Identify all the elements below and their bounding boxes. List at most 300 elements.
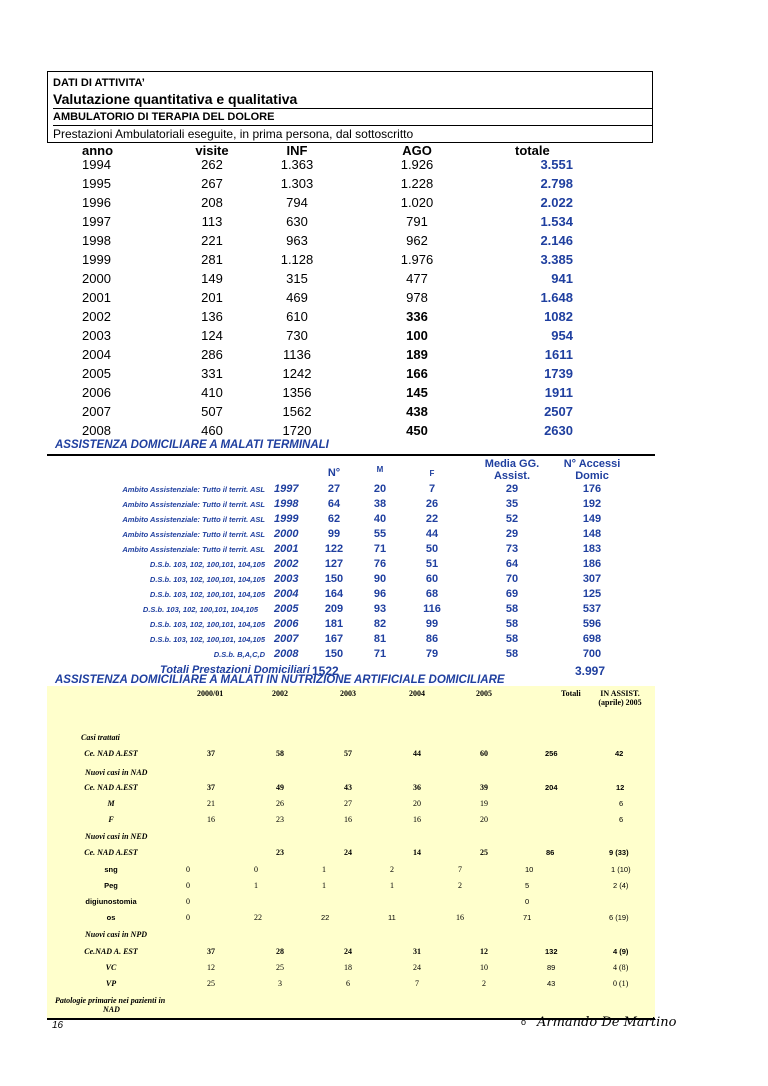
cell-2002: 25 xyxy=(276,963,284,972)
cell-2004: 31 xyxy=(413,947,421,956)
header-title-small: DATI DI ATTIVITA’ xyxy=(53,77,145,89)
table-row xyxy=(47,233,653,251)
table-row xyxy=(47,913,655,929)
cell-anno: 2007 xyxy=(82,404,111,419)
cell-n: 150 xyxy=(324,648,344,660)
cell-anno: 2004 xyxy=(82,347,111,362)
table-row xyxy=(47,588,655,603)
cell-2000: 12 xyxy=(207,963,215,972)
cell-value: 7 xyxy=(458,865,462,874)
totals-accessi: 3.997 xyxy=(575,664,606,678)
cell-2004: 24 xyxy=(413,963,421,972)
table-row xyxy=(47,603,655,618)
cell-value: 2 xyxy=(458,881,462,890)
cell-2002: 3 xyxy=(278,979,282,988)
cell-totale: 1.534 xyxy=(540,214,573,229)
cell-2004: 44 xyxy=(413,749,421,758)
col-header-n: N° xyxy=(327,467,341,479)
cell-2004: 36 xyxy=(413,783,421,792)
cell-inf: 1.303 xyxy=(280,176,314,191)
cell-n: 127 xyxy=(324,558,344,570)
cell-accessi: 183 xyxy=(582,543,602,555)
cell-2000: 37 xyxy=(207,783,215,792)
table-row xyxy=(47,366,653,384)
cell-inassist: 42 xyxy=(615,749,624,758)
cell-2004: 16 xyxy=(413,815,421,824)
cell-ambito: Ambito Assistenziale: Tutto il territ. ASL xyxy=(122,500,265,509)
cell-2000: 21 xyxy=(207,799,215,808)
cell-ago: 978 xyxy=(406,290,428,305)
cell-anno: 1999 xyxy=(274,513,299,525)
cell-2002: 26 xyxy=(276,799,284,808)
cell-2000: 37 xyxy=(207,947,215,956)
cell-2003: 43 xyxy=(344,783,352,792)
cell-2005: 39 xyxy=(480,783,488,792)
cell-accessi: 307 xyxy=(582,573,602,585)
cell-accessi: 192 xyxy=(582,498,602,510)
cell-value: 1 xyxy=(390,881,394,890)
col-header-visite: visite xyxy=(195,143,229,158)
cell-anno: 1994 xyxy=(82,157,111,172)
cell-ago: 438 xyxy=(406,404,428,419)
cell-2002: 23 xyxy=(276,815,284,824)
cell-accessi: 537 xyxy=(582,603,602,615)
cell-anno: 2007 xyxy=(274,633,299,645)
col-header-2002: 2002 xyxy=(272,689,288,698)
cell-media: 35 xyxy=(505,498,519,510)
cell-value: 22 xyxy=(321,913,330,922)
cell-anno: 2001 xyxy=(82,290,111,305)
col-header-2004: 2004 xyxy=(409,689,425,698)
cell-n: 181 xyxy=(324,618,344,630)
cell-inf: 730 xyxy=(286,328,308,343)
table-row xyxy=(47,528,655,543)
table-row xyxy=(47,947,655,963)
cell-totali: 5 xyxy=(525,881,530,890)
cell-totale: 941 xyxy=(551,271,573,286)
table-row xyxy=(47,897,655,913)
cell-totale: 1911 xyxy=(544,385,573,400)
cell-ambito: D.S.b. 103, 102, 100,101, 104,105 xyxy=(149,635,265,644)
cell-inassist: 12 xyxy=(616,783,625,792)
cell-ambito: D.S.b. B,A,C,D xyxy=(213,650,265,659)
cell-ago: 450 xyxy=(406,423,428,438)
cell-2004: 14 xyxy=(413,848,421,857)
cell-2005: 25 xyxy=(480,848,488,857)
table-row xyxy=(47,252,653,270)
cell-totale: 2507 xyxy=(544,404,573,419)
cell-value: 11 xyxy=(388,913,396,922)
cell-ambito: D.S.b. 103, 102, 100,101, 104,105 xyxy=(149,575,265,584)
cell-f: 86 xyxy=(425,633,439,645)
cell-label: os xyxy=(106,913,116,922)
cell-ago: 477 xyxy=(406,271,428,286)
cell-totale: 1082 xyxy=(544,309,573,324)
cell-media: 52 xyxy=(505,513,519,525)
cell-m: 20 xyxy=(373,483,387,495)
terminali-table xyxy=(47,455,655,678)
table-row xyxy=(47,633,655,648)
cell-value: 0 xyxy=(254,865,258,874)
cell-anno: 1997 xyxy=(82,214,111,229)
col-header-inassist-2: (aprile) 2005 xyxy=(598,698,642,707)
cell-visite: 221 xyxy=(201,233,223,248)
cell-m: 96 xyxy=(373,588,387,600)
table-row xyxy=(47,979,655,995)
cell-value: 22 xyxy=(254,913,262,922)
section-title-nutrizione: ASSISTENZA DOMICILIARE A MALATI IN NUTRIZIONE ARTIFICIALE DOMICILIARE xyxy=(55,674,505,686)
cell-inf: 1.128 xyxy=(280,252,314,267)
cell-2003: 27 xyxy=(344,799,352,808)
cell-m: 90 xyxy=(373,573,387,585)
label-nuovi-nad: Nuovi casi in NAD xyxy=(85,768,148,777)
cell-n: 122 xyxy=(324,543,344,555)
cell-anno: 2008 xyxy=(274,648,299,660)
cell-totali: 0 xyxy=(525,897,530,906)
cell-m: 40 xyxy=(373,513,387,525)
cell-totali: 132 xyxy=(545,947,558,956)
cell-value: 1 xyxy=(322,865,326,874)
cell-label: sng xyxy=(104,865,118,874)
col-header-media-1: Media GG. xyxy=(484,458,540,470)
table-row xyxy=(47,799,655,815)
table-row xyxy=(47,881,655,897)
table-row xyxy=(47,385,653,403)
cell-totale: 2.146 xyxy=(540,233,573,248)
cell-accessi: 176 xyxy=(582,483,602,495)
cell-f: 60 xyxy=(425,573,439,585)
table-row xyxy=(47,328,653,346)
cell-inassist: 9 (33) xyxy=(609,848,629,857)
col-header-totale: totale xyxy=(515,143,550,158)
cell-anno: 1996 xyxy=(82,195,111,210)
table-row xyxy=(47,573,655,588)
cell-n: 209 xyxy=(324,603,344,615)
cell-visite: 281 xyxy=(201,252,223,267)
cell-f: 68 xyxy=(425,588,439,600)
label-nuovi-ned: Nuovi casi in NED xyxy=(85,832,148,841)
cell-n: 27 xyxy=(327,483,341,495)
cell-n: 99 xyxy=(327,528,341,540)
cell-label: VP xyxy=(105,979,117,988)
col-header-2005: 2005 xyxy=(476,689,492,698)
cell-inf: 1356 xyxy=(282,385,312,400)
cell-totali: 89 xyxy=(547,963,556,972)
cell-label: Ce. NAD A.EST xyxy=(84,783,138,792)
cell-2004: 7 xyxy=(415,979,419,988)
cell-n: 64 xyxy=(327,498,341,510)
cell-m: 71 xyxy=(373,543,387,555)
cell-anno: 2002 xyxy=(274,558,299,570)
table-row xyxy=(47,783,655,799)
col-header-ago: AGO xyxy=(402,143,432,158)
cell-ago: 336 xyxy=(406,309,428,324)
cell-inf: 1.363 xyxy=(280,157,314,172)
cell-anno: 2005 xyxy=(274,603,299,615)
cell-value: 0 xyxy=(186,865,190,874)
cell-anno: 1999 xyxy=(82,252,111,267)
cell-accessi: 596 xyxy=(582,618,602,630)
cell-2003: 16 xyxy=(344,815,352,824)
cell-totale: 2.798 xyxy=(540,176,573,191)
page-number: 16 xyxy=(52,1020,64,1031)
cell-inassist: 2 (4) xyxy=(613,881,629,890)
cell-ago: 100 xyxy=(406,328,428,343)
cell-totali: 71 xyxy=(523,913,532,922)
cell-2002: 23 xyxy=(276,848,284,857)
table-row xyxy=(47,963,655,979)
cell-anno: 1998 xyxy=(274,498,299,510)
cell-inassist: 1 (10) xyxy=(611,865,631,874)
cell-inassist: 6 (19) xyxy=(609,913,629,922)
cell-label: Ce.NAD A. EST xyxy=(84,947,138,956)
cell-totali: 10 xyxy=(525,865,534,874)
table-row xyxy=(47,513,655,528)
cell-anno: 2008 xyxy=(82,423,111,438)
cell-inf: 963 xyxy=(286,233,308,248)
table-row xyxy=(47,648,655,663)
cell-value: 0 xyxy=(186,897,190,906)
cell-accessi: 149 xyxy=(582,513,602,525)
cell-2000: 37 xyxy=(207,749,215,758)
cell-f: 99 xyxy=(425,618,439,630)
cell-value: 2 xyxy=(390,865,394,874)
table-row xyxy=(47,290,653,308)
cell-ambito: D.S.b. 103, 102, 100,101, 104,105 xyxy=(149,620,265,629)
col-header-anno: anno xyxy=(82,143,114,158)
cell-inassist: 6 xyxy=(619,799,624,808)
header-box xyxy=(47,71,653,143)
cell-totale: 1739 xyxy=(544,366,573,381)
cell-media: 29 xyxy=(505,483,519,495)
col-header-inf: INF xyxy=(286,143,308,158)
cell-inf: 1562 xyxy=(282,404,312,419)
cell-anno: 2006 xyxy=(82,385,111,400)
cell-inassist: 4 (9) xyxy=(613,947,629,956)
cell-n: 167 xyxy=(324,633,344,645)
cell-anno: 2002 xyxy=(82,309,111,324)
cell-ago: 189 xyxy=(406,347,428,362)
table-row xyxy=(47,848,655,864)
header-divider xyxy=(53,108,652,109)
cell-label: digiunostomia xyxy=(85,897,137,906)
table-row xyxy=(47,157,653,175)
cell-ambito: D.S.b. 103, 102, 100,101, 104,105 xyxy=(149,590,265,599)
cell-inf: 1720 xyxy=(282,423,312,438)
cell-label: Ce. NAD A.EST xyxy=(84,749,138,758)
cell-value: 16 xyxy=(456,913,464,922)
cell-totale: 3.551 xyxy=(540,157,573,172)
label-nuovi-npd: Nuovi casi in NPD xyxy=(85,930,147,939)
cell-accessi: 125 xyxy=(582,588,602,600)
cell-visite: 201 xyxy=(201,290,223,305)
cell-label: Ce. NAD A.EST xyxy=(84,848,138,857)
cell-f: 7 xyxy=(428,483,436,495)
cell-anno: 2000 xyxy=(274,528,299,540)
cell-f: 116 xyxy=(423,603,441,615)
cell-anno: 2003 xyxy=(82,328,111,343)
cell-visite: 267 xyxy=(201,176,223,191)
cell-totali: 256 xyxy=(545,749,558,758)
cell-m: 82 xyxy=(373,618,387,630)
cell-media: 64 xyxy=(505,558,519,570)
cell-media: 29 xyxy=(505,528,519,540)
cell-ambito: Ambito Assistenziale: Tutto il territ. ASL xyxy=(122,530,265,539)
label-patologie-1: Patologie primarie nei pazienti in xyxy=(55,996,166,1005)
table-row xyxy=(47,498,655,513)
cell-visite: 460 xyxy=(201,423,223,438)
cell-2000: 25 xyxy=(207,979,215,988)
cell-totali: 204 xyxy=(545,783,558,792)
cell-ago: 1.976 xyxy=(400,252,434,267)
cell-m: 76 xyxy=(373,558,387,570)
cell-label: Peg xyxy=(104,881,118,890)
table-row xyxy=(47,176,653,194)
col-header-accessi-2: Domic xyxy=(575,470,609,482)
signature: Armando De Martino xyxy=(537,1015,677,1030)
cell-visite: 507 xyxy=(201,404,223,419)
cell-visite: 331 xyxy=(201,366,223,381)
cell-label: M xyxy=(107,799,115,808)
cell-accessi: 700 xyxy=(582,648,602,660)
cell-inassist: 0 (1) xyxy=(613,979,629,988)
cell-inf: 630 xyxy=(286,214,308,229)
cell-ambito: Ambito Assistenziale: Tutto il territ. ASL xyxy=(122,545,265,554)
cell-ago: 1.926 xyxy=(400,157,434,172)
label-casi-trattati: Casi trattati xyxy=(81,733,120,742)
cell-totali: 43 xyxy=(547,979,556,988)
nutrizione-table xyxy=(47,686,655,1020)
cell-n: 164 xyxy=(324,588,344,600)
table-row xyxy=(47,347,653,365)
cell-2003: 6 xyxy=(346,979,350,988)
col-header-2003: 2003 xyxy=(340,689,356,698)
cell-anno: 2004 xyxy=(274,588,299,600)
cell-2005: 12 xyxy=(480,947,488,956)
cell-value: 0 xyxy=(186,881,190,890)
header-title-main: Valutazione quantitativa e qualitativa xyxy=(53,91,298,107)
cell-n: 150 xyxy=(324,573,344,585)
col-header-m: M xyxy=(376,465,384,474)
cell-inf: 794 xyxy=(286,195,308,210)
cell-2005: 20 xyxy=(480,815,488,824)
section-title-terminali: ASSISTENZA DOMICILIARE A MALATI TERMINALI xyxy=(55,439,329,451)
cell-n: 62 xyxy=(327,513,341,525)
cell-2003: 18 xyxy=(344,963,352,972)
cell-2005: 2 xyxy=(482,979,486,988)
header-divider xyxy=(53,125,652,126)
cell-media: 69 xyxy=(505,588,519,600)
col-header-f: F xyxy=(429,469,435,478)
cell-media: 58 xyxy=(505,648,519,660)
cell-visite: 136 xyxy=(201,309,223,324)
cell-value: 1 xyxy=(254,881,258,890)
cell-2000: 16 xyxy=(207,815,215,824)
cell-value: 1 xyxy=(322,881,326,890)
col-header-accessi-1: N° Accessi xyxy=(563,458,621,470)
cell-totale: 2630 xyxy=(544,423,573,438)
cell-anno: 2003 xyxy=(274,573,299,585)
table-row xyxy=(47,865,655,881)
cell-inassist: 6 xyxy=(619,815,624,824)
totals-n: 1522 xyxy=(312,664,339,678)
totals-label: Totali Prestazioni Domiciliari xyxy=(160,664,310,676)
table-row xyxy=(47,543,655,558)
cell-media: 58 xyxy=(505,603,519,615)
col-header-media-2: Assist. xyxy=(493,470,531,482)
cell-f: 50 xyxy=(425,543,439,555)
cell-2004: 20 xyxy=(413,799,421,808)
cell-ambito: D.S.b. 103, 102, 100,101, 104,105 xyxy=(149,560,265,569)
table-row xyxy=(47,214,653,232)
cell-ago: 791 xyxy=(406,214,428,229)
cell-2003: 57 xyxy=(344,749,352,758)
table-row xyxy=(47,309,653,327)
cell-visite: 149 xyxy=(201,271,223,286)
col-header-inassist-1: IN ASSIST. xyxy=(600,689,640,698)
cell-ago: 962 xyxy=(406,233,428,248)
header-subtitle: Prestazioni Ambulatoriali eseguite, in prima persona, dal sottoscritto xyxy=(53,127,414,141)
label-patologie-2: NAD xyxy=(103,1005,120,1014)
cell-label: VC xyxy=(105,963,117,972)
cell-m: 81 xyxy=(373,633,387,645)
cell-inf: 1242 xyxy=(282,366,312,381)
cell-2005: 10 xyxy=(480,963,488,972)
cell-ago: 145 xyxy=(406,385,428,400)
cell-2002: 28 xyxy=(276,947,284,956)
cell-media: 58 xyxy=(505,633,519,645)
cell-2003: 24 xyxy=(344,848,352,857)
col-header-totali: Totali xyxy=(561,689,581,698)
table-row xyxy=(47,195,653,213)
cell-2002: 49 xyxy=(276,783,284,792)
cell-m: 38 xyxy=(373,498,387,510)
header-ambulatorio: AMBULATORIO DI TERAPIA DEL DOLORE xyxy=(53,111,275,123)
cell-accessi: 698 xyxy=(582,633,602,645)
cell-ambito: D.S.b. 103, 102, 100,101, 104,105 xyxy=(142,605,258,614)
table-row xyxy=(47,749,655,765)
table-row xyxy=(47,815,655,831)
cell-label: F xyxy=(108,815,114,824)
cell-inf: 315 xyxy=(286,271,308,286)
cell-totale: 1.648 xyxy=(540,290,573,305)
cell-visite: 262 xyxy=(201,157,223,172)
cell-totali: 86 xyxy=(546,848,555,857)
cell-anno: 2001 xyxy=(274,543,299,555)
cell-accessi: 186 xyxy=(582,558,602,570)
cell-totale: 2.022 xyxy=(540,195,573,210)
cell-inf: 610 xyxy=(286,309,308,324)
cell-anno: 1998 xyxy=(82,233,111,248)
cell-inf: 469 xyxy=(286,290,308,305)
cell-f: 22 xyxy=(425,513,439,525)
cell-totale: 1611 xyxy=(544,347,573,362)
footer-bullet: o xyxy=(521,1017,527,1027)
cell-media: 70 xyxy=(505,573,519,585)
cell-anno: 2005 xyxy=(82,366,111,381)
cell-visite: 113 xyxy=(201,214,223,229)
cell-visite: 410 xyxy=(201,385,223,400)
cell-ago: 1.020 xyxy=(400,195,434,210)
cell-ambito: Ambito Assistenziale: Tutto il territ. ASL xyxy=(122,515,265,524)
cell-visite: 124 xyxy=(201,328,223,343)
cell-anno: 1997 xyxy=(274,483,299,495)
cell-value: 0 xyxy=(186,913,190,922)
cell-anno: 2000 xyxy=(82,271,111,286)
cell-f: 26 xyxy=(425,498,439,510)
cell-ago: 166 xyxy=(406,366,428,381)
cell-accessi: 148 xyxy=(582,528,602,540)
